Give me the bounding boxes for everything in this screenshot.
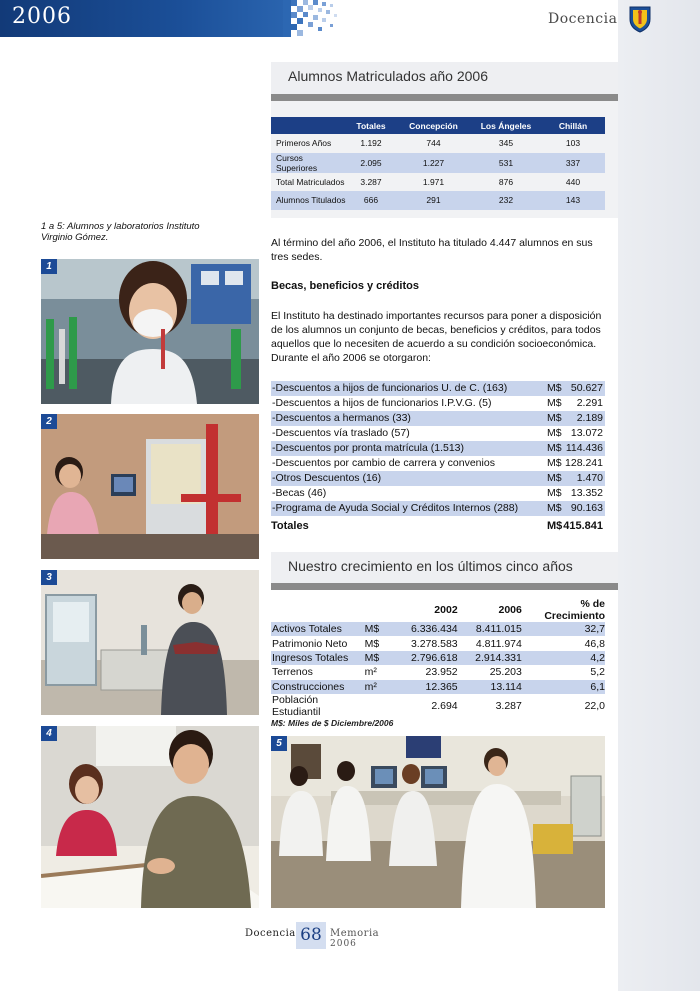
becas-item-desc: -Programa de Ayuda Social y Créditos Internos (288) xyxy=(272,502,519,514)
becas-title: Becas, beneficios y créditos xyxy=(271,280,419,292)
lab-photo-illustration xyxy=(41,570,259,715)
table-cell: 12.365 xyxy=(390,680,457,694)
footer-section: Docencia xyxy=(245,928,296,939)
table-cell: 103 xyxy=(565,138,581,149)
becas-total-row xyxy=(271,520,605,535)
becas-total-value: 415.841 xyxy=(563,520,603,532)
becas-total-currency: M$ xyxy=(547,520,563,532)
becas-item-value: 2.189 xyxy=(576,412,603,424)
becas-item-value: 50.627 xyxy=(570,382,603,394)
row-unit: M$ xyxy=(364,637,380,650)
footer-year: 2006 xyxy=(330,939,357,949)
table-cell: 2.095 xyxy=(346,153,396,173)
photo-5 xyxy=(271,736,605,908)
becas-item-value: 114.436 xyxy=(565,442,603,454)
matriculados-table xyxy=(271,117,605,210)
photo-2 xyxy=(41,414,259,559)
table-cell: 5,2 xyxy=(590,666,605,679)
row-unit xyxy=(365,694,391,718)
row-label: Construcciones xyxy=(271,680,365,694)
header-section-title: Docencia xyxy=(548,11,618,27)
table-cell: 744 xyxy=(426,138,441,149)
photo-3 xyxy=(41,570,259,715)
table-cell: 876 xyxy=(498,176,514,187)
becas-list xyxy=(271,381,605,516)
page-number: 68 xyxy=(296,922,326,949)
becas-item-currency: M$ xyxy=(547,472,562,484)
table-cell: 345 xyxy=(498,138,514,149)
becas-item-currency: M$ xyxy=(547,427,562,439)
table-cell: 22,0 xyxy=(584,699,605,712)
photo-number: 4 xyxy=(41,726,57,741)
table-cell: 2.914.331 xyxy=(458,651,522,665)
table-cell: 13.114 xyxy=(458,680,522,694)
column-header: Concepción xyxy=(396,117,471,134)
becas-total-label: Totales xyxy=(271,520,309,532)
table-cell: 8.411.015 xyxy=(458,622,522,636)
becas-item-currency: M$ xyxy=(547,382,562,394)
table-cell: 25.203 xyxy=(489,666,522,679)
row-unit: M$ xyxy=(365,651,391,665)
table-cell: 46,8 xyxy=(584,637,605,650)
becas-item-desc: -Descuentos vía traslado (57) xyxy=(272,427,410,439)
column-header: Los Ángeles xyxy=(471,117,541,134)
lab-photo-illustration xyxy=(271,736,605,908)
university-crest-icon xyxy=(628,5,652,33)
table-cell: 440 xyxy=(565,176,581,187)
row-label: Activos Totales xyxy=(271,622,365,636)
table-cell: 23.952 xyxy=(425,666,458,679)
row-unit: M$ xyxy=(365,622,391,636)
becas-item-desc: -Becas (46) xyxy=(272,487,327,499)
becas-item-desc: -Descuentos por cambio de carrera y convenios xyxy=(272,457,495,469)
becas-item-currency: M$ xyxy=(547,412,562,424)
becas-item-value: 13.352 xyxy=(570,487,603,499)
table-cell: 531 xyxy=(471,153,541,173)
list-item xyxy=(271,381,605,396)
photo-number: 2 xyxy=(41,414,57,429)
photo-number: 3 xyxy=(41,570,57,585)
becas-item-desc: -Descuentos a hermanos (33) xyxy=(272,412,411,424)
table-row xyxy=(271,665,605,679)
table-header-row xyxy=(271,598,605,622)
header-bar xyxy=(0,0,300,37)
title-rule xyxy=(271,94,618,101)
table-row xyxy=(271,651,605,665)
table-row xyxy=(271,680,605,694)
column-header: % de Crecimiento xyxy=(544,598,605,622)
becas-item-value: 1.470 xyxy=(576,472,603,484)
table-cell: 2.694 xyxy=(431,699,458,712)
table-cell: 4.811.974 xyxy=(475,637,522,650)
becas-item-value: 13.072 xyxy=(570,427,603,439)
becas-item-value: 90.163 xyxy=(570,502,603,514)
becas-item-currency: M$ xyxy=(547,502,562,514)
table-cell: 6.336.434 xyxy=(390,622,457,636)
becas-item-value: 128.241 xyxy=(565,457,603,469)
becas-item-desc: -Otros Descuentos (16) xyxy=(272,472,382,484)
row-unit: m² xyxy=(365,680,391,694)
becas-item-desc: -Descuentos a hijos de funcionarios I.P.V.G. (5) xyxy=(272,397,492,409)
title-rule xyxy=(271,583,618,590)
table-cell: 1.971 xyxy=(422,176,445,187)
table-header-row xyxy=(271,117,605,134)
titulados-paragraph: Al término del año 2006, el Instituto ha titulado 4.447 alumnos en sus tres sedes. xyxy=(271,237,593,263)
row-unit: m² xyxy=(364,666,377,679)
list-item xyxy=(271,411,605,426)
lab-photo-illustration xyxy=(41,414,259,559)
row-label: Terrenos xyxy=(272,666,313,679)
column-header xyxy=(271,598,365,622)
column-header: 2002 xyxy=(434,604,458,616)
pixel-pattern-decoration xyxy=(283,0,339,37)
lab-photo-illustration xyxy=(41,726,259,908)
right-margin-band xyxy=(618,0,700,991)
table-row xyxy=(271,622,605,636)
becas-intro: El Instituto ha destinado importantes recursos para poner a disposición de los alumnos un conjunto de becas, beneficios y créditos, para todos aquellos que lo necesiten de acuerdo a su condición socioeconómica. Durante el año 2006 se otorgaron: xyxy=(271,310,602,364)
becas-item-desc: -Descuentos por pronta matrícula (1.513) xyxy=(272,442,465,454)
table-cell: 143 xyxy=(541,191,605,210)
photo-number: 1 xyxy=(41,259,57,274)
becas-item-value: 2.291 xyxy=(576,397,603,409)
table-cell: 3.278.583 xyxy=(410,637,458,650)
row-label: Patrimonio Neto xyxy=(272,637,348,650)
table-cell: 232 xyxy=(471,191,541,210)
row-label: Cursos Superiores xyxy=(271,153,346,173)
currency-note: M$: Miles de $ Diciembre/2006 xyxy=(271,718,394,728)
table-cell: 32,7 xyxy=(522,622,605,636)
header-year: 2006 xyxy=(12,4,72,29)
photo-caption: 1 a 5: Alumnos y laboratorios Instituto Virginio Gómez. xyxy=(41,221,200,243)
matriculados-title: Alumnos Matriculados año 2006 xyxy=(288,68,489,84)
table-row xyxy=(271,191,605,210)
crecimiento-table xyxy=(271,598,605,718)
column-header xyxy=(271,117,346,134)
table-cell: 337 xyxy=(541,153,605,173)
table-cell: 1.227 xyxy=(396,153,471,173)
crecimiento-title: Nuestro crecimiento en los últimos cinco años xyxy=(288,558,573,574)
table-cell: 3.287 xyxy=(495,699,522,712)
photo-number: 5 xyxy=(271,736,287,751)
list-item xyxy=(271,486,605,501)
table-cell: 2.796.618 xyxy=(390,651,457,665)
crecimiento-title-bar xyxy=(271,552,618,590)
list-item xyxy=(271,501,605,516)
table-row xyxy=(271,173,605,192)
table-cell: 666 xyxy=(346,191,396,210)
table-row xyxy=(271,153,605,173)
row-label: Ingresos Totales xyxy=(271,651,365,665)
list-item xyxy=(271,396,605,411)
list-item xyxy=(271,426,605,441)
table-cell: 4,2 xyxy=(522,651,605,665)
becas-item-currency: M$ xyxy=(547,397,562,409)
column-header xyxy=(365,598,391,622)
table-cell: 6,1 xyxy=(522,680,605,694)
list-item xyxy=(271,471,605,486)
becas-item-currency: M$ xyxy=(547,442,562,454)
list-item xyxy=(271,441,605,456)
photo-1 xyxy=(41,259,259,404)
becas-item-desc: -Descuentos a hijos de funcionarios U. de C. (163) xyxy=(272,382,508,394)
becas-item-currency: M$ xyxy=(547,487,562,499)
column-header: Totales xyxy=(346,117,396,134)
column-header: 2006 xyxy=(498,604,522,616)
table-row xyxy=(271,636,605,650)
becas-item-currency: M$ xyxy=(547,457,562,469)
table-row xyxy=(271,694,605,718)
row-label: Total Matriculados xyxy=(276,176,345,187)
lab-photo-illustration xyxy=(41,259,259,404)
row-label: Población Estudiantil xyxy=(272,693,321,718)
table-row xyxy=(271,134,605,153)
photo-4 xyxy=(41,726,259,908)
footer-publication: Memoria xyxy=(330,928,380,939)
list-item xyxy=(271,456,605,471)
table-cell: 1.192 xyxy=(360,138,382,149)
row-label: Alumnos Titulados xyxy=(271,191,346,210)
matriculados-title-bar xyxy=(271,62,618,101)
table-cell: 3.287 xyxy=(360,176,382,187)
table-cell: 291 xyxy=(396,191,471,210)
column-header: Chillán xyxy=(541,117,605,134)
row-label: Primeros Años xyxy=(276,138,332,149)
